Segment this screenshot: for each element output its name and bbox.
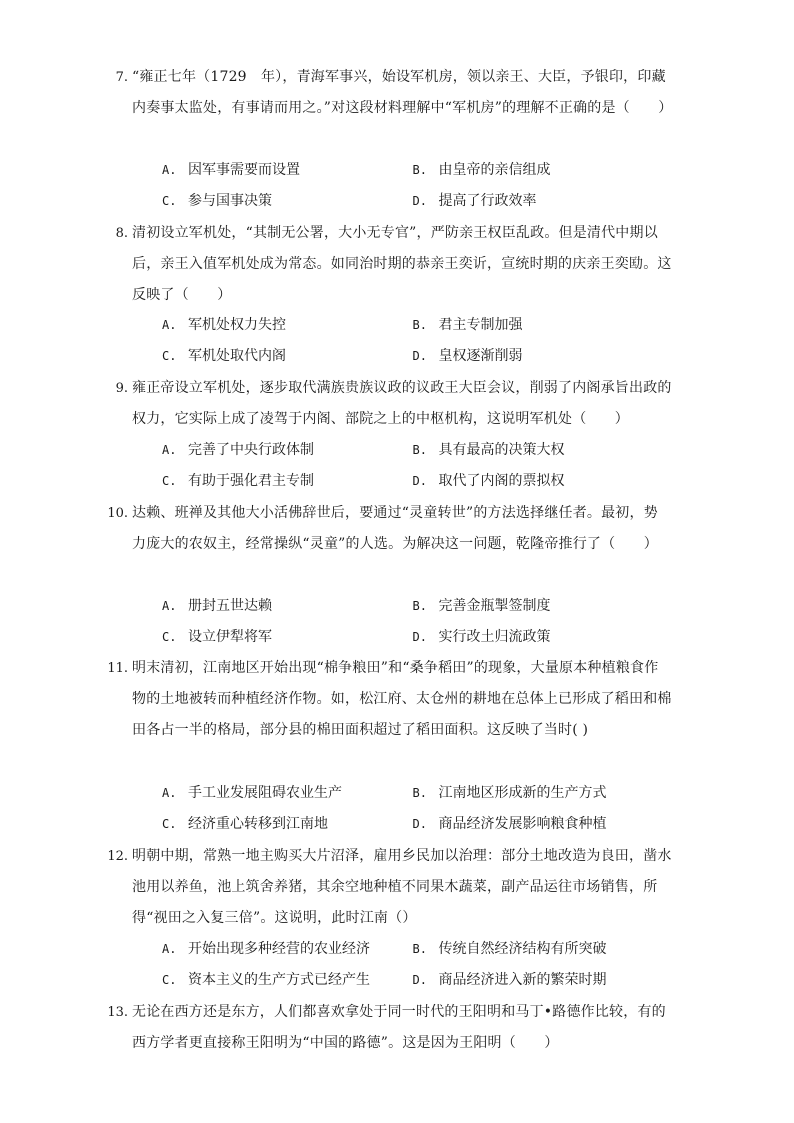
question-13 xyxy=(107,997,672,1059)
question-stem: 达赖、班禅及其他大小活佛辞世后，要通过“灵童转世”的方法选择继任者。最初，势力庞大的农奴主，经常操纵“灵童”的人选。为解决这一问题，乾隆帝推行了（ ） xyxy=(132,505,658,552)
option-d[interactable] xyxy=(413,809,672,840)
question-stem: 明末清初，江南地区开始出现“棉争粮田”和“桑争稻田”的现象，大量原本种植粮食作物的土地被转而种植经济作物。如，松江府、太仓州的耕地在总体上已形成了稻田和棉田各占一半的格局，部分县的棉田面积超过了稻田面积。这反映了当时( ) xyxy=(132,660,672,738)
option-text: 手工业发展阻碍农业生产 xyxy=(188,785,342,801)
question-stem: 清初设立军机处，“其制无公署，大小无专官”，严防亲王权臣乱政。但是清代中期以后，亲王入值军机处成为常态。如同治时期的恭亲王奕䜣，宣统时期的庆亲王奕劻。这反映了（ ） xyxy=(132,225,672,303)
option-letter: C. xyxy=(162,474,177,488)
question-7 xyxy=(115,62,673,124)
question-10-options xyxy=(132,591,672,653)
question-number: 10. xyxy=(107,506,128,521)
option-letter: D. xyxy=(412,474,427,488)
option-text: 开始出现多种经营的农业经济 xyxy=(188,941,370,957)
question-12 xyxy=(107,841,672,934)
option-text: 完善了中央行政体制 xyxy=(188,442,314,458)
option-c[interactable] xyxy=(132,186,413,217)
option-b[interactable] xyxy=(413,778,672,809)
option-letter: C. xyxy=(162,194,177,208)
option-c[interactable] xyxy=(132,341,413,372)
option-a[interactable] xyxy=(132,778,413,809)
option-letter: C. xyxy=(162,349,177,363)
question-7-options xyxy=(132,155,672,217)
option-d[interactable] xyxy=(413,186,672,217)
option-letter: D. xyxy=(412,973,427,987)
option-c[interactable] xyxy=(132,622,413,653)
option-text: 具有最高的决策大权 xyxy=(438,442,565,458)
question-stem: 明朝中期，常熟一地主购买大片沼泽，雇用乡民加以治理：部分土地改造为良田，凿水池用以养鱼，池上筑舍养猪，其余空地种植不同果木蔬菜，副产品运往市场销售，所得“视田之入复三倍”。这说明，此时江南（） xyxy=(132,848,672,926)
option-text: 商品经济进入新的繁荣时期 xyxy=(438,972,607,988)
question-number: 13. xyxy=(107,1005,128,1020)
option-a[interactable] xyxy=(132,310,413,341)
option-text: 军机处权力失控 xyxy=(188,317,286,333)
option-text: 江南地区形成新的生产方式 xyxy=(438,785,607,801)
question-12-options xyxy=(132,934,672,996)
option-a[interactable] xyxy=(132,155,413,186)
option-a[interactable] xyxy=(132,591,413,622)
question-9 xyxy=(115,373,672,435)
option-c[interactable] xyxy=(132,466,413,497)
option-letter: D. xyxy=(412,194,427,208)
question-stem: “雍正七年（1729 年），青海军事兴，始设军机房，领以亲王、大臣，予银印，印藏内奏事太监处，有事请而用之。”对这段材料理解中“军机房”的理解不正确的是（ ） xyxy=(132,69,673,116)
option-text: 皇权逐渐削弱 xyxy=(438,348,523,364)
option-text: 商品经济发展影响粮食种植 xyxy=(438,816,607,832)
option-text: 因军事需要而设置 xyxy=(188,162,300,178)
option-text: 有助于强化君主专制 xyxy=(188,473,314,489)
option-letter: B. xyxy=(412,599,427,613)
option-text: 取代了内阁的票拟权 xyxy=(438,473,565,489)
option-a[interactable] xyxy=(132,435,413,466)
option-letter: A. xyxy=(162,942,177,956)
question-stem: 雍正帝设立军机处，逐步取代满族贵族议政的议政王大臣会议，削弱了内阁承旨出政的权力，它实际上成了凌驾于内阁、部院之上的中枢机构，这说明军机处（ ） xyxy=(132,380,672,427)
option-d[interactable] xyxy=(413,341,672,372)
option-letter: B. xyxy=(412,786,427,800)
option-letter: B. xyxy=(412,318,427,332)
option-d[interactable] xyxy=(413,965,672,996)
option-d[interactable] xyxy=(413,466,672,497)
option-letter: D. xyxy=(412,349,427,363)
option-text: 资本主义的生产方式已经产生 xyxy=(188,972,370,988)
option-letter: A. xyxy=(162,318,177,332)
option-b[interactable] xyxy=(413,155,672,186)
option-letter: A. xyxy=(162,786,177,800)
option-b[interactable] xyxy=(413,310,672,341)
question-8-options xyxy=(132,310,672,372)
option-letter: A. xyxy=(162,443,177,457)
option-letter: B. xyxy=(412,942,427,956)
option-letter: C. xyxy=(162,817,177,831)
question-9-options xyxy=(132,435,672,497)
question-11 xyxy=(107,653,672,746)
option-text: 由皇帝的亲信组成 xyxy=(438,162,551,178)
option-b[interactable] xyxy=(413,934,672,965)
question-10 xyxy=(107,498,672,560)
option-letter: C. xyxy=(162,973,177,987)
option-text: 册封五世达赖 xyxy=(188,598,272,614)
option-text: 君主专制加强 xyxy=(438,317,523,333)
option-letter: D. xyxy=(412,817,427,831)
option-b[interactable] xyxy=(413,591,672,622)
option-text: 实行改土归流政策 xyxy=(438,629,551,645)
question-number: 11. xyxy=(107,661,128,676)
option-b[interactable] xyxy=(413,435,672,466)
question-stem: 无论在西方还是东方，人们都喜欢拿处于同一时代的王阳明和马丁•路德作比较，有的西方学者更直接称王阳明为“中国的路德”。这是因为王阳明（ ） xyxy=(132,1004,666,1051)
option-c[interactable] xyxy=(132,809,413,840)
option-c[interactable] xyxy=(132,965,413,996)
option-text: 提高了行政效率 xyxy=(438,193,537,209)
option-d[interactable] xyxy=(413,622,672,653)
option-letter: D. xyxy=(412,630,427,644)
option-text: 军机处取代内阁 xyxy=(188,348,286,364)
question-number: 7. xyxy=(115,70,128,85)
option-text: 传统自然经济结构有所突破 xyxy=(438,941,607,957)
option-text: 完善金瓶掣签制度 xyxy=(438,598,551,614)
option-letter: A. xyxy=(162,163,177,177)
option-letter: C. xyxy=(162,630,177,644)
question-number: 9. xyxy=(115,381,128,396)
question-number: 12. xyxy=(107,849,128,864)
option-text: 经济重心转移到江南地 xyxy=(188,816,328,832)
option-text: 参与国事决策 xyxy=(188,193,272,209)
question-number: 8. xyxy=(115,226,128,241)
question-8 xyxy=(115,218,672,311)
option-letter: B. xyxy=(412,163,427,177)
question-11-options xyxy=(132,778,672,840)
option-letter: B. xyxy=(412,443,427,457)
option-a[interactable] xyxy=(132,934,413,965)
option-text: 设立伊犁将军 xyxy=(188,629,272,645)
option-letter: A. xyxy=(162,599,177,613)
